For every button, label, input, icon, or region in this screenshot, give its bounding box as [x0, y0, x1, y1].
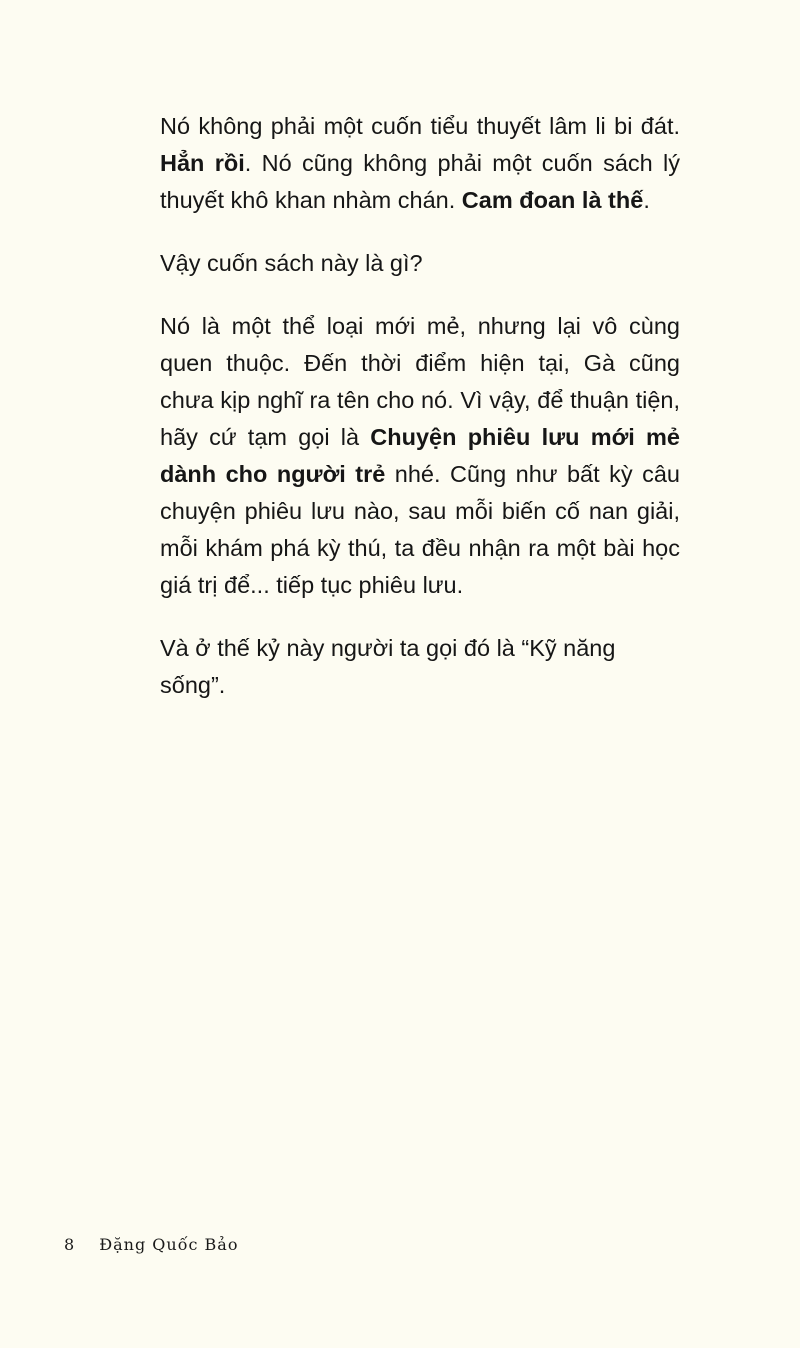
paragraph-3	[160, 308, 680, 604]
paragraph-4	[160, 630, 680, 704]
bold-text-segment: Cam đoan là thế	[461, 187, 644, 213]
text-segment: Nó là một thể loại mới mẻ, nhưng lại vô cùng quen thuộc. Đến thời điểm hiện tại, Gà cũng chưa kịp nghĩ ra tên cho nó. Vì vậy, để thuận tiện, hãy cứ tạm gọi là	[160, 313, 680, 450]
text-segment: . Nó cũng không phải một cuốn sách lý thuyết khô khan nhàm chán.	[160, 150, 680, 213]
text-segment: Vậy cuốn sách này là gì?	[160, 250, 423, 276]
bold-text-segment: Chuyện phiêu lưu mới mẻ dành cho người trẻ	[160, 424, 681, 487]
page-number: 8	[64, 1235, 76, 1254]
paragraph-2	[160, 245, 680, 282]
text-segment: Nó không phải một cuốn tiểu thuyết lâm li bi đát.	[160, 113, 680, 139]
page-footer	[64, 1235, 238, 1254]
author-name: Đặng Quốc Bảo	[99, 1235, 239, 1254]
text-segment: Và ở thế kỷ này người ta gọi đó là “Kỹ năng sống”.	[160, 635, 616, 698]
bold-text-segment: Hẳn rồi	[160, 150, 245, 176]
text-segment: .	[643, 187, 650, 213]
text-segment: nhé. Cũng như bất kỳ câu chuyện phiêu lưu nào, sau mỗi biến cố nan giải, mỗi khám phá kỳ thú, ta đều nhận ra một bài học giá trị để... tiếp tục phiêu lưu.	[160, 461, 680, 598]
body-text	[160, 108, 680, 730]
paragraph-1	[160, 108, 680, 219]
